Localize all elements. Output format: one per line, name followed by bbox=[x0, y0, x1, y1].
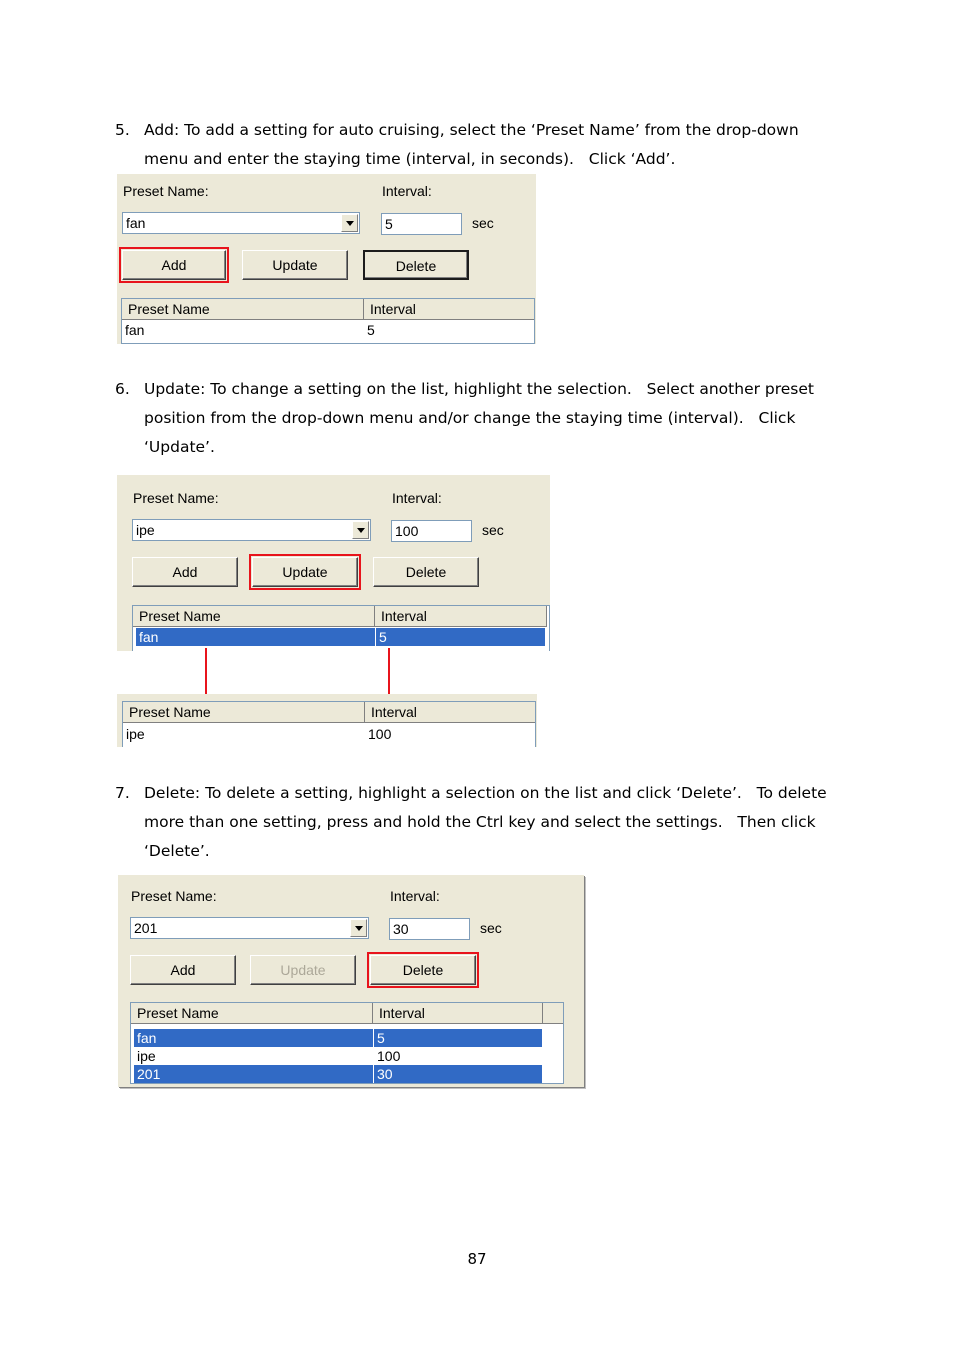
update-dialog-screenshot bbox=[117, 475, 550, 651]
preset-name-value: 201 bbox=[134, 920, 158, 936]
table-row[interactable] bbox=[131, 1047, 564, 1065]
cell-name: 201 bbox=[134, 1065, 373, 1083]
cell-interval: 100 bbox=[377, 1048, 401, 1064]
interval-label: Interval: bbox=[390, 888, 440, 904]
interval-input[interactable] bbox=[381, 213, 462, 235]
chevron-down-icon[interactable] bbox=[350, 919, 367, 937]
preset-list[interactable] bbox=[122, 701, 536, 747]
interval-input[interactable] bbox=[391, 520, 472, 542]
column-header-preset-name[interactable]: Preset Name bbox=[122, 299, 364, 320]
preset-name-label: Preset Name: bbox=[123, 183, 209, 199]
interval-label: Interval: bbox=[392, 490, 442, 506]
cell-interval: 5 bbox=[367, 322, 375, 338]
cell-name: ipe bbox=[126, 726, 145, 742]
step-text: Add: To add a setting for auto cruising, select the ‘Preset Name’ from the drop-down menu and enter the staying time (interval, in seconds). Click ‘Add’. bbox=[144, 121, 804, 168]
sec-unit: sec bbox=[480, 920, 502, 936]
cell-name: ipe bbox=[137, 1048, 156, 1064]
preset-list[interactable] bbox=[130, 1002, 564, 1084]
preset-name-label: Preset Name: bbox=[131, 888, 217, 904]
cell-interval: 30 bbox=[374, 1065, 542, 1083]
column-header-preset-name[interactable]: Preset Name bbox=[123, 702, 365, 723]
cell-name: fan bbox=[125, 322, 145, 338]
add-dialog-screenshot bbox=[117, 174, 536, 344]
step-5 bbox=[115, 116, 843, 174]
step-text: Delete: To delete a setting, highlight a selection on the list and click ‘Delete’. To delete more than one setting, press and hold the Ctrl key and select the settings. Then click ‘Delete’. bbox=[144, 784, 832, 860]
update-button[interactable]: Update bbox=[252, 557, 358, 587]
interval-value: 100 bbox=[395, 523, 419, 539]
step-number: 5. bbox=[115, 121, 130, 139]
cell-name: fan bbox=[134, 1029, 373, 1047]
delete-button[interactable]: Delete bbox=[363, 250, 469, 280]
delete-button[interactable]: Delete bbox=[370, 955, 476, 985]
step-number: 6. bbox=[115, 380, 130, 398]
preset-name-dropdown[interactable] bbox=[132, 519, 371, 541]
preset-list[interactable] bbox=[132, 605, 550, 651]
chevron-down-icon[interactable] bbox=[341, 214, 358, 232]
update-button-disabled: Update bbox=[250, 955, 356, 985]
page-number: 87 bbox=[467, 1250, 487, 1268]
add-button[interactable]: Add bbox=[122, 250, 226, 280]
preset-name-value: ipe bbox=[136, 522, 155, 538]
preset-list[interactable] bbox=[121, 298, 535, 344]
preset-name-dropdown[interactable] bbox=[130, 917, 369, 939]
table-row-selected[interactable] bbox=[133, 628, 547, 646]
cell-interval: 5 bbox=[376, 628, 545, 646]
add-button[interactable]: Add bbox=[132, 557, 238, 587]
table-row-selected[interactable] bbox=[131, 1065, 564, 1083]
step-number: 7. bbox=[115, 784, 130, 802]
step-text: Update: To change a setting on the list, highlight the selection. Select another preset position from the drop-down menu and/or change the staying time (interval). Click ‘Update’. bbox=[144, 380, 819, 456]
column-header-interval[interactable]: Interval bbox=[375, 606, 547, 627]
step-6 bbox=[115, 375, 843, 462]
sec-unit: sec bbox=[482, 522, 504, 538]
interval-label: Interval: bbox=[382, 183, 432, 199]
delete-button[interactable]: Delete bbox=[373, 557, 479, 587]
updated-list-screenshot bbox=[117, 694, 537, 747]
column-header-interval[interactable]: Interval bbox=[373, 1003, 543, 1024]
table-row[interactable] bbox=[122, 321, 535, 339]
table-row[interactable] bbox=[123, 725, 536, 743]
interval-input[interactable] bbox=[389, 918, 470, 940]
cell-name: fan bbox=[136, 628, 375, 646]
column-header-interval[interactable]: Interval bbox=[365, 702, 536, 723]
table-row-selected[interactable] bbox=[131, 1029, 564, 1047]
update-button[interactable]: Update bbox=[242, 250, 348, 280]
column-header-empty bbox=[543, 1003, 564, 1024]
interval-value: 5 bbox=[385, 216, 393, 232]
delete-dialog-screenshot bbox=[118, 875, 584, 1087]
preset-name-value: fan bbox=[126, 215, 146, 231]
sec-unit: sec bbox=[472, 215, 494, 231]
step-7 bbox=[115, 779, 843, 866]
cell-interval: 100 bbox=[368, 726, 392, 742]
preset-name-label: Preset Name: bbox=[133, 490, 219, 506]
column-header-preset-name[interactable]: Preset Name bbox=[131, 1003, 373, 1024]
add-button[interactable]: Add bbox=[130, 955, 236, 985]
cell-interval: 5 bbox=[374, 1029, 542, 1047]
interval-value: 30 bbox=[393, 921, 409, 937]
column-header-preset-name[interactable]: Preset Name bbox=[133, 606, 375, 627]
preset-name-dropdown[interactable] bbox=[122, 212, 360, 234]
column-header-interval[interactable]: Interval bbox=[364, 299, 535, 320]
chevron-down-icon[interactable] bbox=[352, 521, 369, 539]
